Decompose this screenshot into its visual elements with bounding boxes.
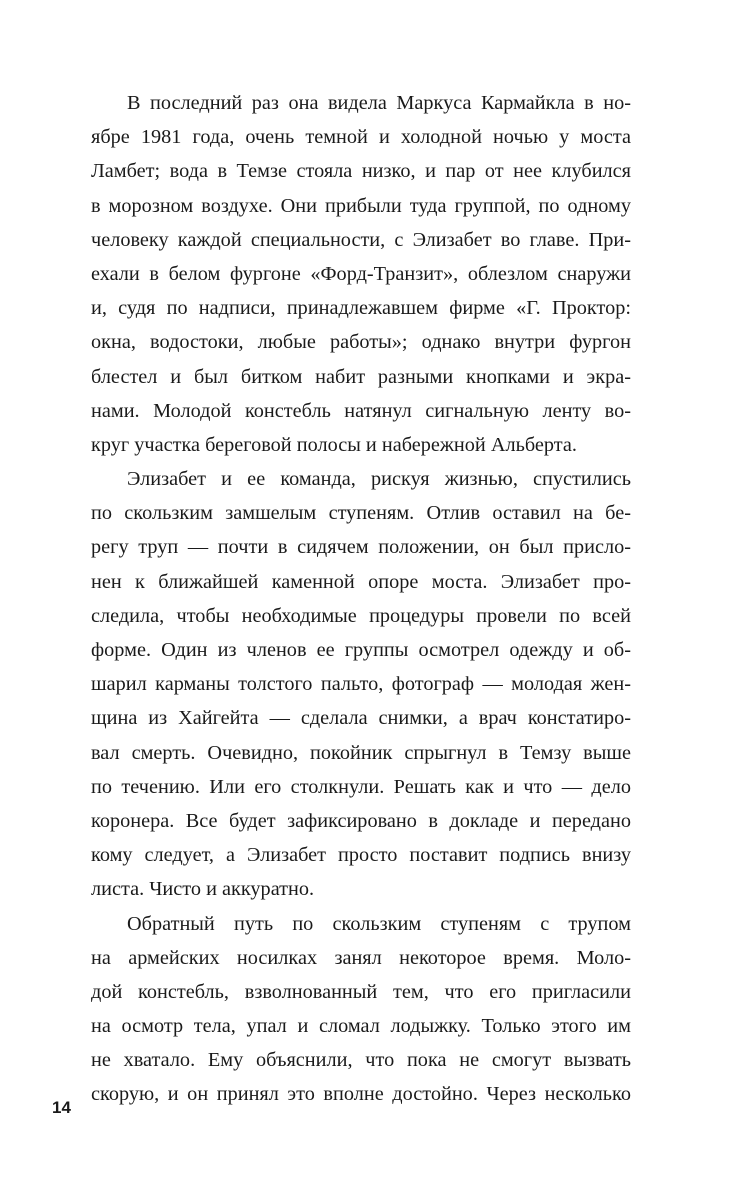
text-line: скорую, и он принял это вполне достойно. Через несколько xyxy=(91,1083,631,1106)
text-line: по скользким замшелым ступеням. Отлив оставил на бе- xyxy=(91,502,631,525)
text-line: следила, чтобы необходимые процедуры провели по всей xyxy=(91,604,631,627)
text-line: круг участка береговой полосы и набережной Альберта. xyxy=(91,433,577,456)
text-line: в морозном воздухе. Они прибыли туда группой, по одному xyxy=(91,194,631,217)
text-line: ябре 1981 года, очень темной и холодной ночью у моста xyxy=(91,126,631,149)
text-line: Ламбет; вода в Темзе стояла низко, и пар от нее клубился xyxy=(91,160,631,183)
paragraph-2 xyxy=(91,462,631,906)
text-line: Обратный путь по скользким ступеням с трупом xyxy=(127,912,631,935)
text-line: ехали в белом фургоне «Форд-Транзит», облезлом снаружи xyxy=(91,262,631,285)
paragraph-1 xyxy=(91,86,631,462)
text-line: В последний раз она видела Маркуса Кармайкла в но- xyxy=(127,92,631,114)
text-line: и, судя по надписи, принадлежавшем фирме «Г. Проктор: xyxy=(91,297,631,320)
text-line: человеку каждой специальности, с Элизабет во главе. При- xyxy=(91,228,631,251)
text-line: форме. Один из членов ее группы осмотрел одежду и об- xyxy=(91,639,631,661)
page-number: 14 xyxy=(52,1098,71,1117)
text-line: Элизабет и ее команда, рискуя жизнью, спустились xyxy=(127,468,631,491)
text-line: листа. Чисто и аккуратно. xyxy=(91,878,315,901)
text-line: шарил карманы толстого пальто, фотограф — молодая жен- xyxy=(91,673,631,696)
text-line: не хватало. Ему объяснили, что пока не смогут вызвать xyxy=(91,1049,631,1072)
text-line: регу труп — почти в сидячем положении, он был присло- xyxy=(91,536,631,559)
text-line: дой констебль, взволнованный тем, что его пригласили xyxy=(91,980,631,1003)
text-line: коронера. Все будет зафиксировано в докладе и передано xyxy=(91,809,631,832)
paragraph-3 xyxy=(91,907,631,1112)
text-line: нами. Молодой констебль натянул сигнальную ленту во- xyxy=(91,399,631,422)
text-line: на армейских носилках занял некоторое время. Моло- xyxy=(91,946,631,969)
text-line: вал смерть. Очевидно, покойник спрыгнул в Темзу выше xyxy=(91,741,631,764)
text-line: по течению. Или его столкнули. Решать как и что — дело xyxy=(91,775,631,798)
text-line: окна, водостоки, любые работы»; однако внутри фургон xyxy=(91,331,631,354)
text-line: кому следует, а Элизабет просто поставит подпись внизу xyxy=(91,844,631,867)
text-line: щина из Хайгейта — сделала снимки, а врач констатиро- xyxy=(91,707,631,730)
text-line: нен к ближайшей каменной опоре моста. Элизабет про- xyxy=(91,570,631,593)
book-page-body xyxy=(91,86,631,1112)
text-line: блестел и был битком набит разными кнопками и экра- xyxy=(91,365,631,388)
text-line: на осмотр тела, упал и сломал лодыжку. Только этого им xyxy=(91,1015,631,1038)
